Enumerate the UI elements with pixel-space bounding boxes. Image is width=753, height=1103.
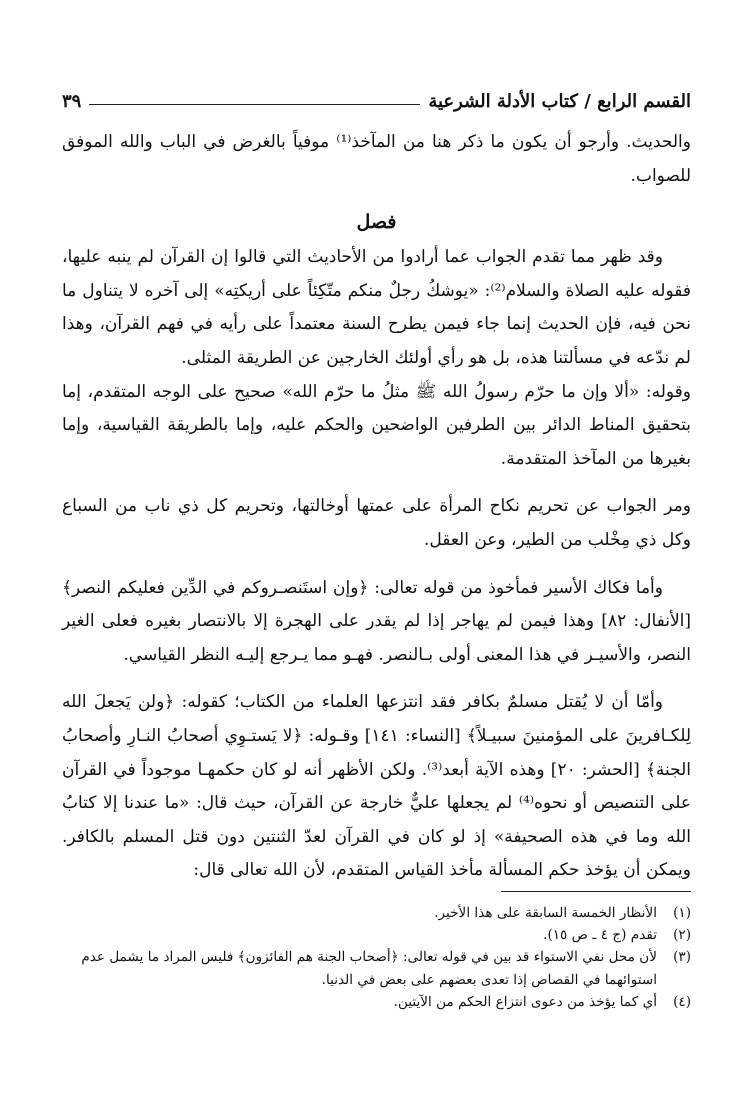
footnote-separator: [501, 891, 691, 892]
footnote-item: [62, 924, 691, 946]
paragraph-2: وقد ظهر مما تقدم الجواب عما أرادوا من الأحاديث التي قالوا إن القرآن لم ينبه عليها، فقوله عليه الصلاة والسلام⁽²⁾: «يوشكُ رجلٌ منكم متّكِئاً على أريكتِه» إلى آخره لا يتناول ما نحن فيه، فإن الحديث إنما جاء فيمن يطرح السنة معتمداً على رأيه في فهم القرآن، وهذا لم ندّعه في مسألتنا هذه، بل هو رأي أولئك الخارجين عن الطريقة المثلى.: [62, 247, 691, 368]
header-title: القسم الرابع / كتاب الأدلة الشرعية: [428, 90, 691, 112]
main-text: [62, 126, 691, 888]
paragraph-3: وقوله: «ألا وإن ما حرّم رسولُ الله ﷺ مثلُ ما حرّم الله» صحيح على الوجه المتقدم، إما بتحقيق المناط الدائر بين الطرفين الواضحين والحكم عليه، وإما بالطريقة القياسية، وإما بغيرها من المآخذ المتقدمة.: [62, 381, 691, 469]
paragraph-6: وأمّا أن لا يُقتل مسلمٌ بكافر فقد انتزعها العلماء من الكتاب؛ كقوله: ﴿ولن يَجعلَ الله لِلكـافرينَ على المؤمنينَ سبيـلاً﴾ [النساء: ١٤١] وقـوله: ﴿لا يَستـوِي أصحابُ النـارِ وأصحابُ الجنة﴾ [الحشر: ٢٠] وهذه الآية أبعد⁽³⁾. ولكن الأظهر أنه لو كان حكمهـا موجوداً في القرآن على التنصيص أو نحوه⁽⁴⁾ لم يجعلها عليٌّ خارجة عن القرآن، حيث قال: «ما عندنا إلا كتابُ الله وما في هذه الصحيفة» إذ لو كان في القرآن لعدّ الثنتين دون قتل المسلم بالكافر. ويمكن أن يؤخذ حكم المسألة مأخذ القياس المتقدم، لأن الله تعالى قال:: [62, 692, 692, 881]
footnote-number: (٣): [673, 949, 691, 966]
footnote-item: [62, 991, 691, 1013]
page-number: ٣٩: [62, 90, 82, 112]
running-header: [62, 84, 691, 118]
paragraph-1: والحديث. وأرجو أن يكون ما ذكر هنا من المآخذ⁽¹⁾ موفياً بالغرض في الباب والله الموفق للصواب.: [62, 132, 691, 186]
footnotes: [62, 902, 691, 1013]
section-heading: فصل: [356, 211, 397, 234]
footnote-text: أي كما يؤخذ من دعوى انتزاع الحكم من الآيتين.: [393, 993, 657, 1010]
footnote-item: [62, 946, 691, 990]
footnote-text: الأنظار الخمسة السابقة على هذا الأخير.: [434, 905, 657, 921]
paragraph-5: وأما فكاك الأسير فمأخوذ من قوله تعالى: ﴿وإن استَنصـروكم في الدِّين فعليكم النصر﴾ [الأنفال: ٨٢] وهذا فيمن لم يهاجر إذا لم يقدر على الهجرة إلا بالانتصار بغيره فعلى الغير النصر، والأسيـر في هذا المعنى أولى بـالنصر. فهـو مما يـرجع إليـه النظر القياسي.: [62, 577, 692, 665]
footnote-text: لأن محل نفي الاستواء قد بين في قوله تعالى: ﴿أصحاب الجنة هم الفائزون﴾ فليس المراد ما يشمل عدم استوائهما في القصاص إذا تعدى بعضهم على بعض في الدنيا.: [81, 949, 657, 988]
paragraph-4: ومر الجواب عن تحريم نكاح المرأة على عمتها أوخالتها، وتحريم كل ذي ناب من السباع وكل ذي مِخْلب من الطير، وعن العقل.: [62, 496, 691, 550]
header-rule: [89, 104, 420, 105]
footnote-text: تقدم (ج ٤ ـ ص ١٥).: [543, 927, 657, 944]
footnote-number: (٢): [673, 927, 691, 944]
footnote-number: (١): [673, 905, 691, 921]
footnote-item: [62, 902, 691, 924]
footnote-number: (٤): [673, 993, 691, 1010]
